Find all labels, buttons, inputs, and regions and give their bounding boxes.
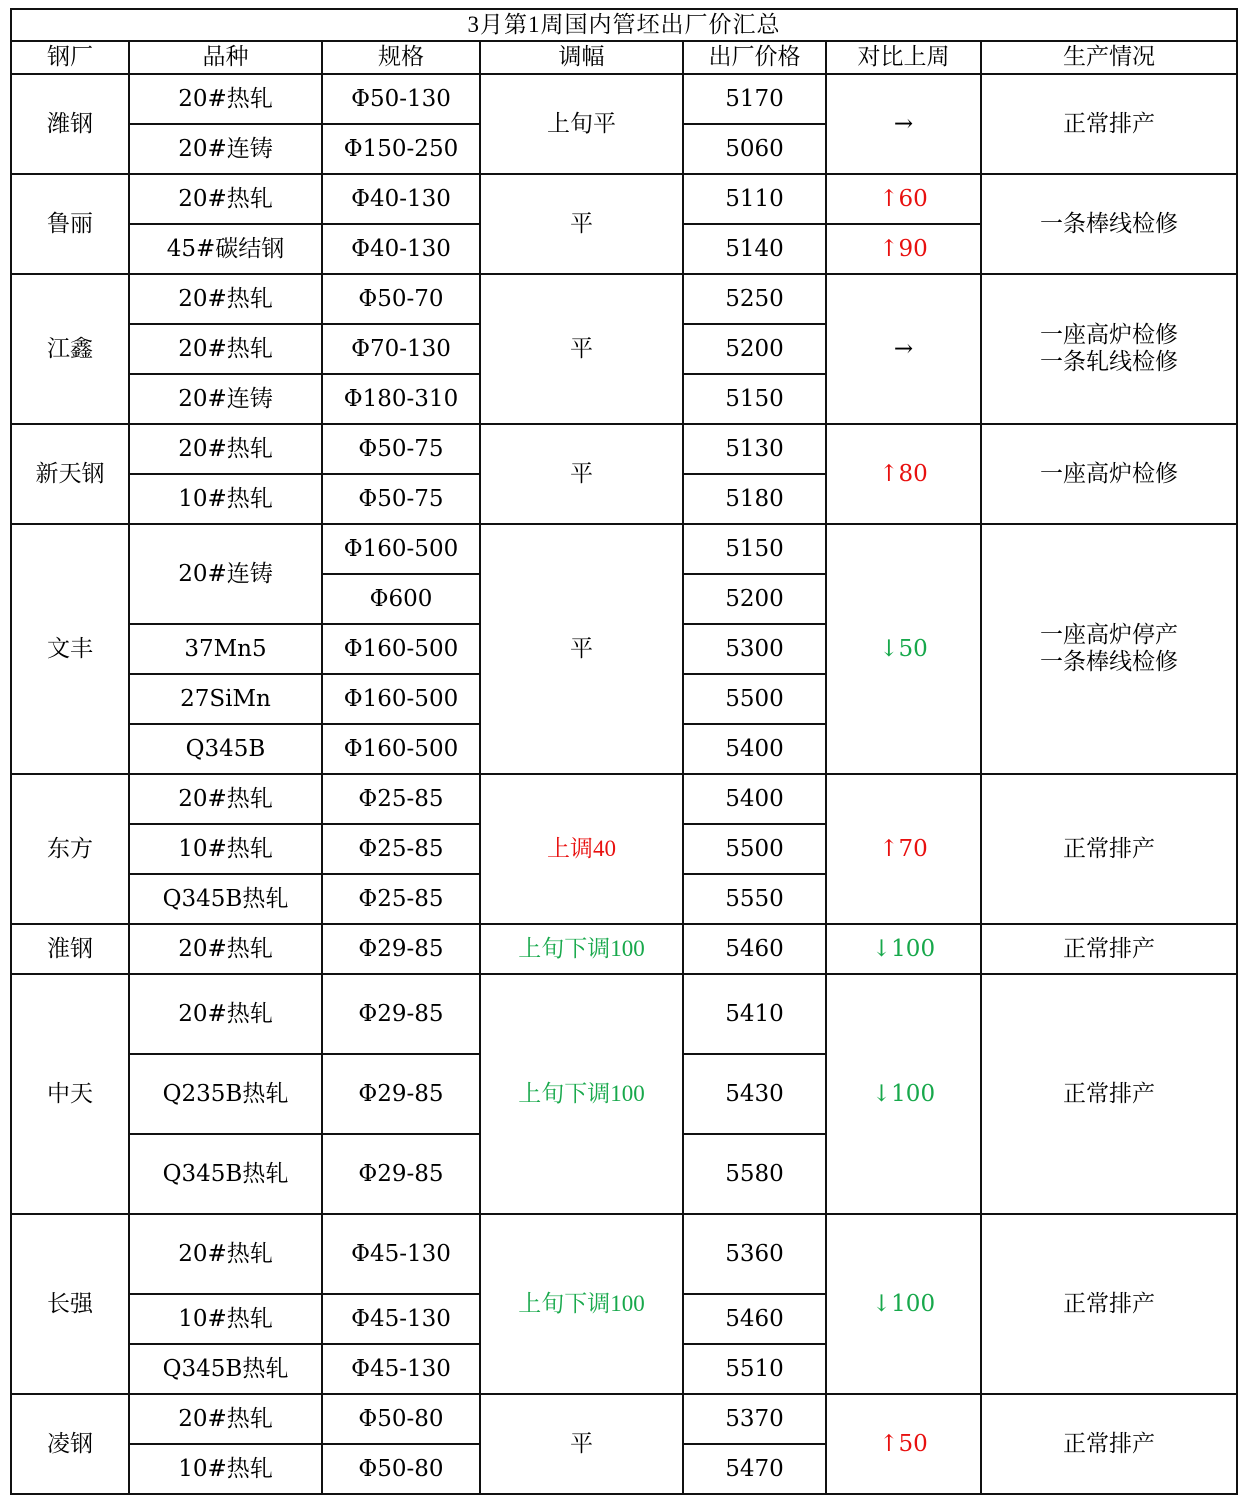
column-header-spec: 规格 — [322, 41, 480, 73]
product-spec: Φ180-310 — [322, 374, 480, 424]
adjustment-value: 平 — [480, 174, 683, 274]
product-spec: Φ29-85 — [322, 1134, 480, 1214]
compare-last-week: ↑70 — [826, 774, 981, 924]
product-spec: Φ50-80 — [322, 1394, 480, 1444]
production-line: 正常排产 — [1063, 1080, 1156, 1106]
production-line: 一座高炉停产 — [1040, 622, 1179, 648]
product-kind: 20#连铸 — [129, 524, 322, 624]
product-kind: 20#连铸 — [129, 374, 322, 424]
ex-factory-price: 5510 — [683, 1344, 826, 1394]
production-status — [981, 774, 1237, 924]
compare-last-week: ↑80 — [826, 424, 981, 524]
adjustment-value: 平 — [480, 524, 683, 774]
ex-factory-price: 5180 — [683, 474, 826, 524]
ex-factory-price: 5550 — [683, 874, 826, 924]
product-kind: 20#热轧 — [129, 274, 322, 324]
ex-factory-price: 5400 — [683, 774, 826, 824]
product-spec: Φ50-75 — [322, 474, 480, 524]
product-kind: 20#热轧 — [129, 174, 322, 224]
table-row — [11, 174, 1237, 224]
compare-last-week: → — [826, 274, 981, 424]
table-row — [11, 924, 1237, 974]
production-status — [981, 174, 1237, 274]
adjustment-value: 平 — [480, 424, 683, 524]
adjustment-value: 平 — [480, 1394, 683, 1494]
ex-factory-price: 5400 — [683, 724, 826, 774]
product-kind: 20#连铸 — [129, 124, 322, 174]
product-kind: 37Mn5 — [129, 624, 322, 674]
ex-factory-price: 5200 — [683, 324, 826, 374]
adjustment-value: 上旬下调100 — [480, 1214, 683, 1394]
product-spec: Φ25-85 — [322, 824, 480, 874]
mill-name: 鲁丽 — [11, 174, 129, 274]
mill-name: 东方 — [11, 774, 129, 924]
product-kind: 20#热轧 — [129, 324, 322, 374]
production-status — [981, 74, 1237, 174]
product-kind: 10#热轧 — [129, 474, 322, 524]
compare-last-week: ↑50 — [826, 1394, 981, 1494]
column-header-adjust: 调幅 — [480, 41, 683, 73]
table-row — [11, 74, 1237, 124]
production-status — [981, 974, 1237, 1214]
product-spec: Φ45-130 — [322, 1294, 480, 1344]
product-spec: Φ29-85 — [322, 924, 480, 974]
mill-name: 新天钢 — [11, 424, 129, 524]
table-row — [11, 974, 1237, 1054]
ex-factory-price: 5060 — [683, 124, 826, 174]
production-line: 一条棒线检修 — [1040, 210, 1179, 236]
page-title: 3月第1周国内管坯出厂价汇总 — [11, 9, 1237, 41]
ex-factory-price: 5500 — [683, 824, 826, 874]
production-status — [981, 524, 1237, 774]
ex-factory-price: 5150 — [683, 374, 826, 424]
table-row — [11, 774, 1237, 824]
ex-factory-price: 5410 — [683, 974, 826, 1054]
product-spec: Φ50-80 — [322, 1444, 480, 1494]
adjustment-value: 平 — [480, 274, 683, 424]
ex-factory-price: 5300 — [683, 624, 826, 674]
product-spec: Φ45-130 — [322, 1214, 480, 1294]
adjustment-value: 上旬下调100 — [480, 924, 683, 974]
product-kind: 20#热轧 — [129, 924, 322, 974]
column-header-price: 出厂价格 — [683, 41, 826, 73]
compare-last-week: ↑90 — [826, 224, 981, 274]
table-row — [11, 1394, 1237, 1444]
product-kind: 10#热轧 — [129, 1294, 322, 1344]
column-header-mill: 钢厂 — [11, 41, 129, 73]
ex-factory-price: 5430 — [683, 1054, 826, 1134]
ex-factory-price: 5370 — [683, 1394, 826, 1444]
mill-name: 凌钢 — [11, 1394, 129, 1494]
adjustment-value: 上旬平 — [480, 74, 683, 174]
product-kind: 20#热轧 — [129, 1214, 322, 1294]
mill-name: 中天 — [11, 974, 129, 1214]
compare-last-week: ↓100 — [826, 1214, 981, 1394]
ex-factory-price: 5460 — [683, 1294, 826, 1344]
production-status — [981, 274, 1237, 424]
product-spec: Φ150-250 — [322, 124, 480, 174]
ex-factory-price: 5360 — [683, 1214, 826, 1294]
production-line: 正常排产 — [1063, 935, 1156, 961]
ex-factory-price: 5470 — [683, 1444, 826, 1494]
table-body — [11, 9, 1237, 1494]
ex-factory-price: 5200 — [683, 574, 826, 624]
product-kind: Q345B热轧 — [129, 1134, 322, 1214]
product-kind: 20#热轧 — [129, 424, 322, 474]
compare-last-week: ↓100 — [826, 974, 981, 1214]
compare-last-week: → — [826, 74, 981, 174]
production-line: 正常排产 — [1063, 110, 1156, 136]
mill-name: 文丰 — [11, 524, 129, 774]
product-spec: Φ25-85 — [322, 874, 480, 924]
column-header-kind: 品种 — [129, 41, 322, 73]
product-spec: Φ600 — [322, 574, 480, 624]
mill-name: 长强 — [11, 1214, 129, 1394]
table-header-row — [11, 41, 1237, 73]
mill-name: 淮钢 — [11, 924, 129, 974]
table-row — [11, 424, 1237, 474]
table-title-row — [11, 9, 1237, 41]
production-line: 正常排产 — [1063, 835, 1156, 861]
ex-factory-price: 5500 — [683, 674, 826, 724]
table-row — [11, 1214, 1237, 1294]
product-kind: Q235B热轧 — [129, 1054, 322, 1134]
product-spec: Φ50-75 — [322, 424, 480, 474]
production-line: 正常排产 — [1063, 1430, 1156, 1456]
product-kind: Q345B — [129, 724, 322, 774]
product-kind: 20#热轧 — [129, 774, 322, 824]
product-spec: Φ40-130 — [322, 224, 480, 274]
production-status — [981, 1394, 1237, 1494]
production-status — [981, 1214, 1237, 1394]
production-status — [981, 424, 1237, 524]
ex-factory-price: 5580 — [683, 1134, 826, 1214]
adjustment-value: 上调40 — [480, 774, 683, 924]
ex-factory-price: 5110 — [683, 174, 826, 224]
product-kind: Q345B热轧 — [129, 874, 322, 924]
product-spec: Φ160-500 — [322, 724, 480, 774]
product-spec: Φ70-130 — [322, 324, 480, 374]
product-spec: Φ160-500 — [322, 674, 480, 724]
table-row — [11, 524, 1237, 574]
product-kind: Q345B热轧 — [129, 1344, 322, 1394]
ex-factory-price: 5460 — [683, 924, 826, 974]
tube-billet-price-table — [10, 8, 1238, 1495]
product-spec: Φ45-130 — [322, 1344, 480, 1394]
product-kind: 10#热轧 — [129, 1444, 322, 1494]
product-spec: Φ50-70 — [322, 274, 480, 324]
production-line: 一座高炉检修 — [1040, 322, 1179, 348]
ex-factory-price: 5150 — [683, 524, 826, 574]
production-line: 一条轧线检修 — [1040, 348, 1179, 374]
product-spec: Φ160-500 — [322, 624, 480, 674]
column-header-compare: 对比上周 — [826, 41, 981, 73]
production-line: 一条棒线检修 — [1040, 648, 1179, 674]
product-kind: 20#热轧 — [129, 74, 322, 124]
column-header-production: 生产情况 — [981, 41, 1237, 73]
mill-name: 江鑫 — [11, 274, 129, 424]
product-spec: Φ50-130 — [322, 74, 480, 124]
compare-last-week: ↓100 — [826, 924, 981, 974]
table-row — [11, 274, 1237, 324]
ex-factory-price: 5250 — [683, 274, 826, 324]
product-kind: 20#热轧 — [129, 974, 322, 1054]
product-spec: Φ160-500 — [322, 524, 480, 574]
adjustment-value: 上旬下调100 — [480, 974, 683, 1214]
product-spec: Φ40-130 — [322, 174, 480, 224]
compare-last-week: ↑60 — [826, 174, 981, 224]
production-status — [981, 924, 1237, 974]
product-kind: 27SiMn — [129, 674, 322, 724]
product-spec: Φ29-85 — [322, 1054, 480, 1134]
mill-name: 潍钢 — [11, 74, 129, 174]
ex-factory-price: 5140 — [683, 224, 826, 274]
production-line: 正常排产 — [1063, 1290, 1156, 1316]
compare-last-week: ↓50 — [826, 524, 981, 774]
product-spec: Φ29-85 — [322, 974, 480, 1054]
product-kind: 45#碳结钢 — [129, 224, 322, 274]
ex-factory-price: 5170 — [683, 74, 826, 124]
production-line: 一座高炉检修 — [1040, 460, 1179, 486]
ex-factory-price: 5130 — [683, 424, 826, 474]
product-kind: 20#热轧 — [129, 1394, 322, 1444]
product-kind: 10#热轧 — [129, 824, 322, 874]
product-spec: Φ25-85 — [322, 774, 480, 824]
